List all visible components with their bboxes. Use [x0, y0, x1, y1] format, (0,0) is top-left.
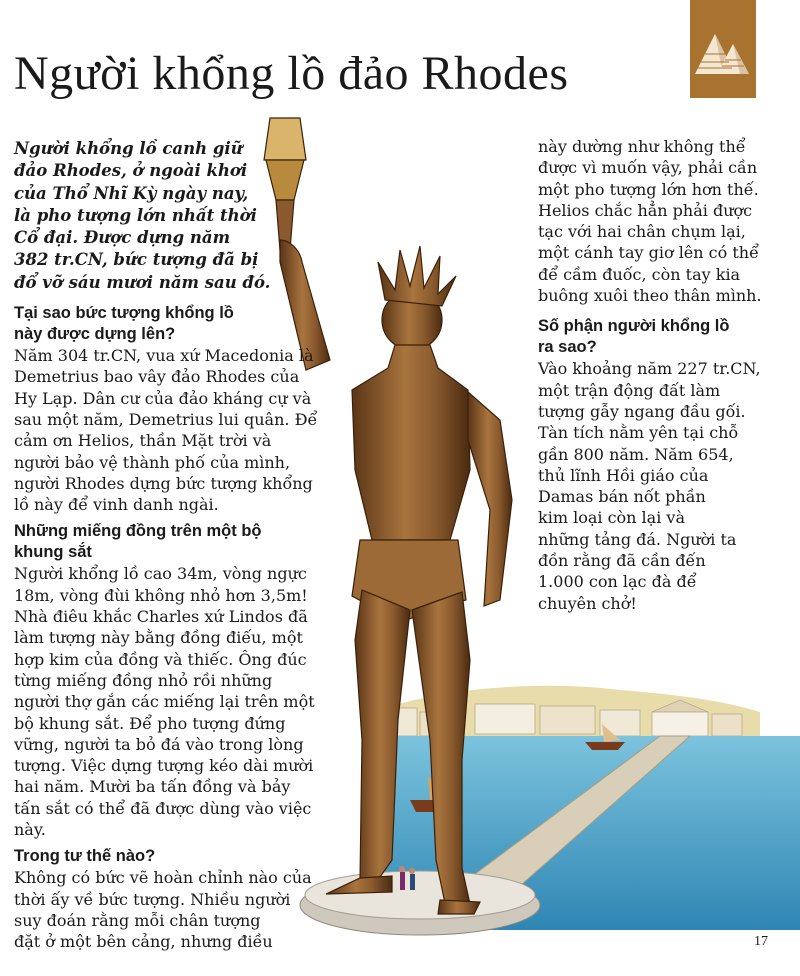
- intro-paragraph: Người khổng lồ canh giữ đảo Rhodes, ở ngoài khơi của Thổ Nhĩ Kỳ ngày nay, là pho tượng lớn nhất thời Cổ đại. Được dựng năm 382 tr.CN, bức tượng đã bị đổ vỡ sáu mươi năm sau đó.: [14, 139, 271, 292]
- continuation-paragraph: này dường như không thể được vì muốn vậy, phải cần một pho tượng lớn hơn thế. Helios chắc hẳn phải được tạc với hai chân chụm lại, một cánh tay giơ lên có thể để cầm đuốc, còn tay kia buông xuôi theo thân mình.: [538, 137, 762, 306]
- page-number: 17: [754, 934, 768, 949]
- section-body: Năm 304 tr.CN, vua xứ Macedonia là Demetrius bao vây đảo Rhodes của Hy Lạp. Dân cư của đảo kháng cự và sau một năm, Demetrius lui quân. Để cảm ơn Helios, thần Mặt trời và người bảo vệ thành phố của mình, người Rhodes dựng bức tượng khổng lồ này để vinh danh ngài.: [14, 346, 318, 515]
- section-heading: Tại sao bức tượng khổng lồ này được dựng lên?: [14, 304, 234, 344]
- section-body: Không có bức vẽ hoàn chỉnh nào của thời ấy về bức tượng. Nhiều người suy đoán rằng mỗi chân tượng đặt ở một bên cảng, nhưng điều: [14, 868, 312, 952]
- right-column: [538, 136, 788, 620]
- section-heading: Trong tư thế nào?: [14, 847, 156, 866]
- page-title: Người khổng lồ đảo Rhodes: [14, 47, 569, 100]
- section-heading: Những miếng đồng trên một bộ khung sắt: [14, 522, 262, 562]
- section-body: Vào khoảng năm 227 tr.CN, một trận động đất làm tượng gẫy ngang đầu gối. Tàn tích nằm yên tại chỗ gần 800 năm. Năm 654, thủ lĩnh Hồi giáo của Damas bán nốt phần kim loại còn lại và những tảng đá. Người ta đồn rằng đã cần đến 1.000 con lạc đà để chuyên chở!: [538, 359, 761, 613]
- section-body: Người khổng lồ cao 34m, vòng ngực 18m, vòng đùi không nhỏ hơn 3,5m! Nhà điêu khắc Charles xứ Lindos đã làm tượng này bằng đồng điếu, một hợp kim của đồng và thiếc. Ông đúc từng miếng đồng nhỏ rồi những người thợ gắn các miếng lại trên một bộ khung sắt. Để pho tượng đứng vững, người ta bỏ đá vào trong lòng tượng. Việc dựng tượng kéo dài mười hai năm. Mười ba tấn đồng và bảy tấn sắt có thể đã được dùng vào việc này.: [14, 564, 315, 840]
- left-column: [14, 138, 329, 959]
- section-heading: Số phận người khổng lồ ra sao?: [538, 317, 730, 357]
